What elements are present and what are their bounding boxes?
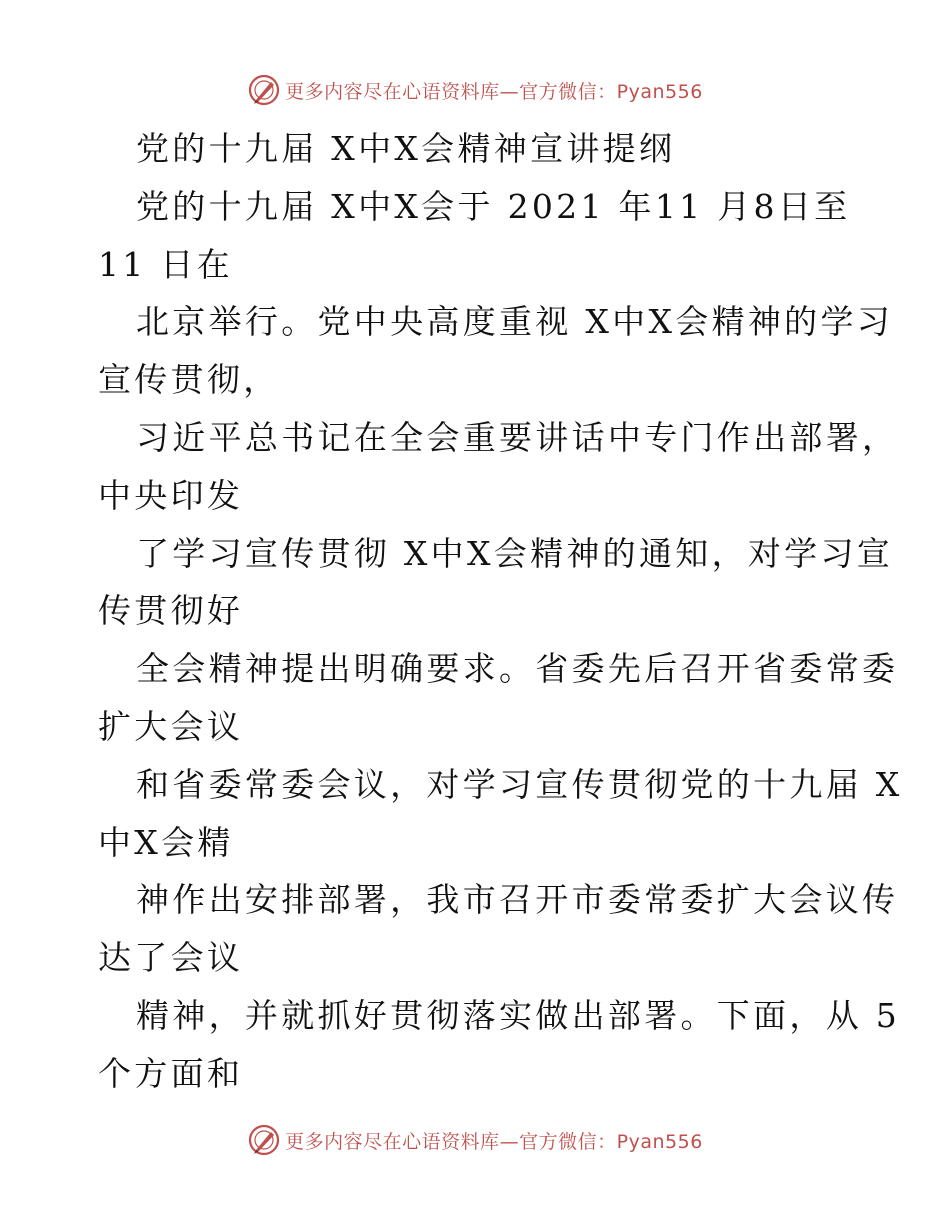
text-line: 11 日在 bbox=[98, 244, 233, 284]
header-watermark-banner bbox=[0, 70, 950, 110]
pen-logo-icon bbox=[247, 1123, 281, 1157]
text-line: 中X会精 bbox=[98, 822, 234, 862]
text-line: 和省委常委会议，对学习宣传贯彻党的十九届 X bbox=[136, 764, 903, 804]
footer-watermark-text: 更多内容尽在心语资料库—官方微信：Pyan556 bbox=[285, 1130, 703, 1153]
text-line: 全会精神提出明确要求。省委先后召开省委常委 bbox=[136, 649, 899, 689]
header-watermark-text: 更多内容尽在心语资料库—官方微信：Pyan556 bbox=[285, 80, 703, 103]
text-line: 扩大会议 bbox=[98, 706, 244, 746]
text-line: 中央印发 bbox=[98, 475, 244, 515]
document-title: 党的十九届 X中X会精神宣讲提纲 bbox=[136, 129, 676, 168]
text-line: 北京举行。党中央高度重视 X中X会精神的学习 bbox=[136, 302, 894, 342]
text-line: 传贯彻好 bbox=[98, 591, 244, 631]
document-body bbox=[0, 120, 950, 1103]
text-line: 习近平总书记在全会重要讲话中专门作出部署， bbox=[136, 417, 899, 457]
pen-logo-icon bbox=[247, 73, 281, 107]
text-line: 达了会议 bbox=[98, 938, 244, 978]
text-line: 了学习宣传贯彻 X中X会精神的通知，对学习宣 bbox=[136, 533, 894, 573]
text-line: 宣传贯彻， bbox=[98, 360, 280, 400]
footer-watermark-banner bbox=[0, 1120, 950, 1160]
text-line: 个方面和 bbox=[98, 1053, 244, 1093]
text-line: 神作出安排部署，我市召开市委常委扩大会议传 bbox=[136, 880, 899, 920]
text-line: 精神，并就抓好贯彻落实做出部署。下面，从 5 bbox=[136, 995, 901, 1035]
text-line: 党的十九届 X中X会于 2021 年11 月8日至 bbox=[136, 186, 851, 226]
